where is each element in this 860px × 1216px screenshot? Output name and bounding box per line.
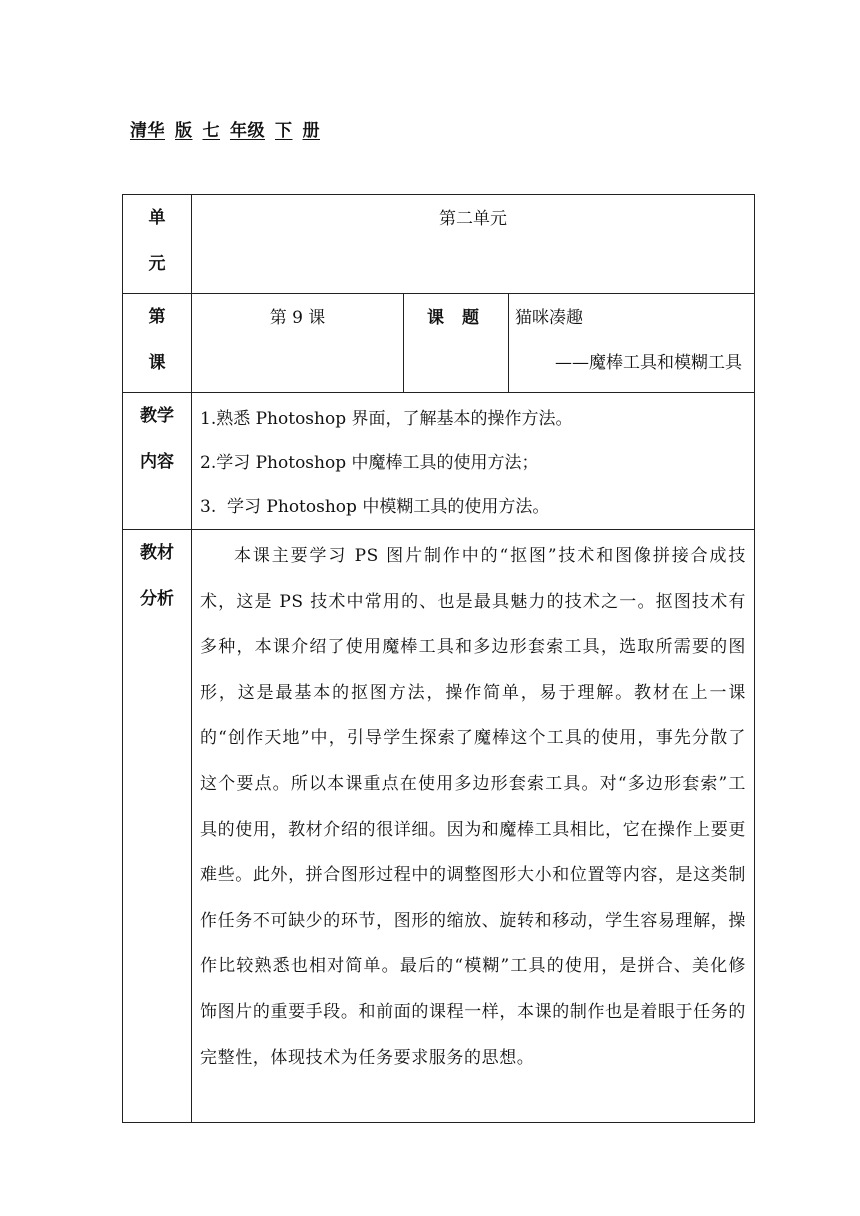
content-items [192, 393, 755, 530]
header-grade: 年级 [230, 121, 265, 141]
unit-label: 单 元 [123, 195, 192, 294]
content-item: 3. 学习 Photoshop 中模糊工具的使用方法。 [200, 497, 550, 517]
header-volume: 册 [302, 121, 320, 141]
unit-value: 第二单元 [192, 195, 755, 294]
analysis-label: 教材 分析 [123, 530, 192, 1123]
lesson-label: 第 课 [123, 294, 192, 393]
lesson-row [123, 294, 755, 393]
content-item: 1.熟悉 Photoshop 界面，了解基本的操作方法。 [200, 409, 573, 429]
header-edition: 版 [175, 121, 193, 141]
topic-label: 课 题 [404, 294, 509, 393]
topic-value [509, 294, 755, 393]
content-item: 2.学习 Photoshop 中魔棒工具的使用方法； [200, 453, 539, 473]
lesson-number: 第 9 课 [192, 294, 404, 393]
topic-subtitle: ——魔棒工具和模糊工具 [555, 353, 742, 373]
analysis-text: 本课主要学习 PS 图片制作中的“抠图”技术和图像拼接合成技术，这是 PS 技术中常用的、也是最具魅力的技术之一。抠图技术有多种，本课介绍了使用魔棒工具和多边形套索工具，选取所需要的图形，这是最基本的抠图方法，操作简单，易于理解。教材在上一课的“创作天地”中，引导学生探索了魔棒这个工具的使用，事先分散了这个要点。所以本课重点在使用多边形套索工具。对“多边形套索”工具的使用，教材介绍的很详细。因为和魔棒工具相比，它在操作上要更难些。此外，拼合图形过程中的调整图形大小和位置等内容，是这类制作任务不可缺少的环节，图形的缩放、旋转和移动，学生容易理解，操作比较熟悉也相对简单。最后的“模糊”工具的使用，是拼合、美化修饰图片的重要手段。和前面的课程一样，本课的制作也是着眼于任务的完整性，体现技术为任务要求服务的思想。 [192, 530, 755, 1123]
header-grade-number: 七 [202, 121, 220, 141]
content-label: 教学 内容 [123, 393, 192, 530]
analysis-row [123, 530, 755, 1123]
header-publisher: 清华 [130, 121, 165, 141]
unit-row [123, 195, 755, 294]
document-header [130, 116, 320, 141]
lesson-plan-table [122, 194, 755, 1123]
header-term: 下 [275, 121, 293, 141]
content-row [123, 393, 755, 530]
topic-title: 猫咪凑趣 [515, 308, 583, 328]
